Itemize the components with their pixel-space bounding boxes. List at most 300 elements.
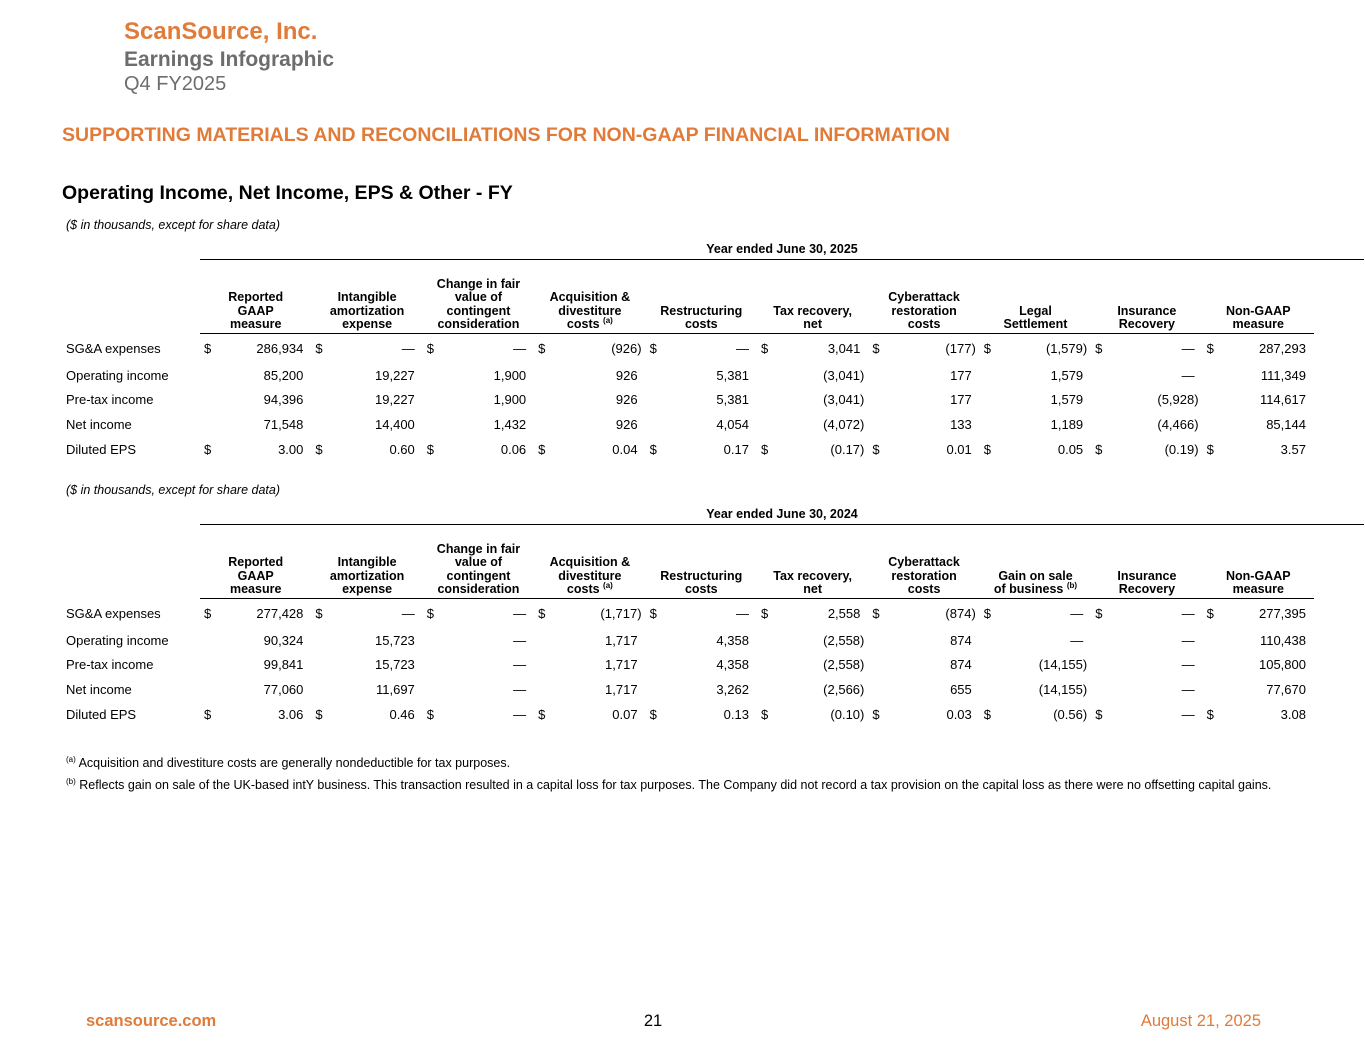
column-header-line: Non-GAAP	[1225, 303, 1291, 318]
currency-symbol	[534, 677, 556, 702]
value-cell	[1113, 677, 1202, 702]
currency-symbol	[868, 363, 890, 388]
currency-symbol: $	[760, 605, 769, 621]
currency-symbol: $	[204, 605, 212, 621]
company-name: ScanSource, Inc.	[124, 18, 318, 45]
value-text: (2,566)	[823, 681, 865, 697]
column-header-line: costs	[684, 582, 718, 596]
value-text: 1,579	[1050, 392, 1084, 408]
currency-symbol: $	[1095, 441, 1103, 457]
value-cell	[1002, 677, 1091, 702]
currency-symbol: $	[315, 605, 323, 621]
currency-symbol	[200, 412, 222, 437]
value-text: 114,617	[1259, 392, 1306, 408]
column-header-line: Acquisition &	[549, 555, 631, 569]
value-cell	[556, 653, 645, 678]
value-text: 1,579	[1050, 367, 1084, 383]
currency-symbol: $	[983, 605, 992, 621]
period-header: Year ended June 30, 2024	[200, 507, 1364, 525]
value-cell	[779, 702, 868, 727]
value-cell	[556, 388, 645, 413]
value-text: 14,400	[375, 416, 415, 432]
column-header-line: Gain on sale	[998, 568, 1073, 583]
units-note: ($ in thousands, except for share data)	[66, 218, 281, 232]
value-text: 277,395	[1258, 605, 1306, 621]
value-cell	[556, 628, 645, 653]
currency-symbol	[200, 628, 222, 653]
currency-symbol	[868, 388, 890, 413]
value-text: (177)	[945, 340, 976, 356]
currency-symbol: $	[426, 441, 435, 457]
currency-symbol: $	[649, 340, 657, 356]
currency-symbol: $	[538, 706, 546, 722]
currency-symbol	[757, 363, 779, 388]
column-header	[868, 529, 979, 598]
column-header	[757, 529, 868, 598]
value-cell	[668, 598, 757, 628]
value-text: 4,358	[716, 657, 749, 673]
value-text: 15,723	[375, 657, 415, 673]
column-header-line: Intangible	[337, 290, 397, 304]
value-cell	[445, 363, 534, 388]
currency-symbol	[980, 628, 1002, 653]
currency-symbol	[646, 628, 668, 653]
value-text: 105,800	[1258, 657, 1306, 673]
column-header	[200, 529, 311, 598]
currency-symbol	[311, 628, 333, 653]
value-cell	[1113, 437, 1202, 462]
table-title: Operating Income, Net Income, EPS & Other - FY	[62, 182, 513, 204]
footnote-ref: (b)	[1066, 580, 1078, 590]
value-text: (4,072)	[823, 416, 865, 432]
column-header	[646, 529, 757, 598]
value-text: 90,324	[263, 632, 304, 648]
footer-website-link[interactable]: scansource.com	[86, 1012, 217, 1030]
value-cell	[556, 702, 645, 727]
value-cell	[1002, 333, 1091, 363]
value-text: (2,558)	[823, 657, 865, 673]
value-cell	[890, 628, 979, 653]
value-cell	[1002, 653, 1091, 678]
currency-symbol	[1203, 653, 1225, 678]
row-label: Diluted EPS	[66, 706, 137, 722]
column-header-line: value of	[454, 555, 503, 569]
currency-symbol	[311, 412, 333, 437]
value-cell	[668, 702, 757, 727]
value-cell	[445, 598, 534, 628]
currency-symbol	[200, 677, 222, 702]
page-number: 21	[643, 1012, 663, 1030]
value-cell	[1113, 653, 1202, 678]
column-header-line: Settlement	[1003, 317, 1068, 331]
value-cell	[668, 437, 757, 462]
value-cell	[1225, 598, 1314, 628]
column-header-line: contingent	[446, 568, 511, 583]
value-text: 0.06	[500, 441, 527, 457]
currency-symbol	[423, 628, 445, 653]
currency-symbol	[646, 388, 668, 413]
column-header-line: Restructuring	[660, 568, 743, 583]
value-text: (3,041)	[823, 392, 865, 408]
column-header	[423, 264, 534, 333]
row-label: Net income	[66, 681, 132, 697]
value-text: —	[401, 605, 415, 621]
value-text: —	[1181, 605, 1195, 621]
column-header-line: restoration	[891, 568, 957, 583]
value-cell	[890, 363, 979, 388]
column-header-line: Insurance	[1117, 303, 1177, 318]
currency-symbol	[980, 677, 1002, 702]
value-cell	[445, 702, 534, 727]
value-cell	[445, 388, 534, 413]
currency-symbol: $	[1206, 605, 1214, 621]
currency-symbol: $	[204, 340, 212, 356]
column-header-line: divestiture	[558, 303, 622, 318]
footnote-mark: (a)	[66, 754, 76, 764]
currency-symbol: $	[760, 706, 769, 722]
column-header-line: Recovery	[1118, 317, 1176, 331]
value-text: 77,670	[1266, 681, 1306, 697]
currency-symbol	[200, 388, 222, 413]
column-header-line: divestiture	[558, 568, 622, 583]
currency-symbol	[311, 677, 333, 702]
value-text: 3.08	[1280, 706, 1306, 722]
value-text: 2,558	[827, 605, 861, 621]
value-cell	[668, 333, 757, 363]
row-label: Operating income	[66, 367, 169, 383]
currency-symbol: $	[649, 605, 657, 621]
currency-symbol	[757, 677, 779, 702]
footer-date: August 21, 2025	[1140, 1012, 1261, 1030]
currency-symbol	[1203, 363, 1225, 388]
currency-symbol	[534, 628, 556, 653]
value-text: (4,466)	[1157, 416, 1199, 432]
value-cell	[333, 702, 422, 727]
currency-symbol	[311, 363, 333, 388]
currency-symbol: $	[1206, 340, 1214, 356]
table-row	[62, 677, 1314, 702]
value-text: —	[1181, 367, 1195, 383]
row-label-header	[62, 264, 200, 333]
value-cell	[333, 333, 422, 363]
column-header-line: net	[803, 582, 823, 596]
column-header-line: restoration	[891, 303, 957, 318]
currency-symbol	[1203, 388, 1225, 413]
value-cell	[1002, 412, 1091, 437]
currency-symbol: $	[1206, 706, 1214, 722]
column-header-line: expense	[342, 317, 393, 331]
value-text: —	[1181, 340, 1195, 356]
value-text: (3,041)	[823, 367, 865, 383]
currency-symbol	[1091, 653, 1113, 678]
currency-symbol	[868, 412, 890, 437]
column-header	[1203, 529, 1314, 598]
value-text: 85,200	[263, 367, 304, 383]
currency-symbol: $	[426, 706, 435, 722]
value-cell	[222, 437, 311, 462]
value-text: —	[513, 681, 527, 697]
currency-symbol	[423, 677, 445, 702]
value-text: 15,723	[375, 632, 415, 648]
value-cell	[1225, 363, 1314, 388]
currency-symbol	[868, 653, 890, 678]
value-cell	[668, 412, 757, 437]
value-cell	[222, 333, 311, 363]
value-cell	[1225, 437, 1314, 462]
value-text: 111,349	[1260, 367, 1306, 383]
table-row	[62, 702, 1314, 727]
value-cell	[556, 437, 645, 462]
column-header-line: measure	[229, 582, 282, 596]
value-cell	[556, 412, 645, 437]
value-text: 5,381	[716, 392, 749, 408]
currency-symbol	[1203, 628, 1225, 653]
value-text: (0.19)	[1164, 441, 1199, 457]
column-header-line: contingent	[446, 303, 511, 318]
value-text: 85,144	[1266, 416, 1306, 432]
currency-symbol: $	[315, 441, 323, 457]
value-cell	[1002, 388, 1091, 413]
value-cell	[222, 628, 311, 653]
value-text: 0.01	[946, 441, 972, 457]
value-text: 0.60	[389, 441, 415, 457]
table-row	[62, 628, 1314, 653]
currency-symbol	[868, 677, 890, 702]
value-cell	[445, 437, 534, 462]
value-cell	[668, 653, 757, 678]
value-cell	[1002, 702, 1091, 727]
column-header-line: net	[803, 317, 823, 331]
value-text: (0.56)	[1053, 706, 1088, 722]
value-text: (874)	[945, 605, 976, 621]
column-header-line: Insurance	[1117, 568, 1177, 583]
section-title: SUPPORTING MATERIALS AND RECONCILIATIONS FOR NON-GAAP FINANCIAL INFORMATION	[62, 124, 950, 146]
currency-symbol	[980, 388, 1002, 413]
table-row	[62, 598, 1314, 628]
column-header-line: Intangible	[337, 555, 397, 569]
value-text: (1,717)	[600, 605, 642, 621]
value-text: —	[735, 605, 749, 621]
column-header-line: Recovery	[1118, 582, 1176, 596]
value-text: —	[513, 657, 527, 673]
currency-symbol	[534, 363, 556, 388]
value-text: —	[1181, 657, 1195, 673]
value-cell	[1225, 388, 1314, 413]
value-text: 0.03	[946, 706, 972, 722]
value-cell	[1113, 628, 1202, 653]
value-text: (14,155)	[1038, 657, 1088, 673]
value-text: 926	[615, 392, 638, 408]
value-text: 133	[950, 416, 972, 432]
value-cell	[779, 677, 868, 702]
value-text: 1,900	[493, 367, 527, 383]
currency-symbol	[757, 653, 779, 678]
column-header	[757, 264, 868, 333]
value-text: (2,558)	[823, 632, 865, 648]
value-cell	[445, 412, 534, 437]
column-header-line: Reported	[228, 290, 284, 304]
currency-symbol: $	[538, 605, 546, 621]
value-text: 1,717	[605, 681, 638, 697]
currency-symbol	[646, 677, 668, 702]
currency-symbol	[311, 388, 333, 413]
value-cell	[445, 677, 534, 702]
value-text: 3.57	[1280, 441, 1306, 457]
currency-symbol	[423, 363, 445, 388]
column-header-line: consideration	[437, 317, 520, 331]
value-text: 4,054	[716, 416, 749, 432]
currency-symbol	[1203, 677, 1225, 702]
value-cell	[668, 677, 757, 702]
currency-symbol: $	[983, 706, 992, 722]
currency-symbol	[534, 653, 556, 678]
value-text: 874	[950, 632, 972, 648]
value-text: 0.05	[1057, 441, 1084, 457]
column-header-line: amortization	[329, 568, 405, 583]
column-header	[534, 529, 645, 598]
value-cell	[890, 598, 979, 628]
value-cell	[890, 437, 979, 462]
value-text: 0.17	[723, 441, 749, 457]
table-row	[62, 363, 1314, 388]
value-text: —	[401, 340, 415, 356]
fy2024-reconciliation	[62, 483, 1306, 722]
value-text: —	[1070, 605, 1084, 621]
value-cell	[1002, 598, 1091, 628]
currency-symbol: $	[1095, 340, 1103, 356]
column-header-line: costs	[907, 317, 941, 331]
footnote-a	[66, 756, 1298, 771]
value-text: —	[513, 632, 527, 648]
value-cell	[333, 628, 422, 653]
currency-symbol: $	[426, 340, 435, 356]
value-text: 77,060	[263, 681, 304, 697]
currency-symbol: $	[649, 441, 657, 457]
column-header	[1091, 264, 1202, 333]
column-header-line: Cyberattack	[888, 290, 960, 304]
column-header-line: measure	[1232, 317, 1284, 331]
currency-symbol	[423, 412, 445, 437]
currency-symbol	[311, 653, 333, 678]
value-text: 3,262	[716, 681, 749, 697]
value-text: 926	[615, 416, 638, 432]
value-cell	[1225, 412, 1314, 437]
currency-symbol: $	[872, 340, 880, 356]
column-header	[1203, 264, 1314, 333]
column-header-line: GAAP	[237, 303, 274, 318]
period-header: Year ended June 30, 2025	[200, 242, 1364, 260]
value-text: 110,438	[1259, 632, 1306, 648]
value-cell	[222, 363, 311, 388]
value-cell	[890, 677, 979, 702]
value-text: 277,428	[256, 605, 304, 621]
value-cell	[222, 702, 311, 727]
value-text: —	[513, 340, 527, 356]
value-cell	[779, 628, 868, 653]
value-cell	[1113, 388, 1202, 413]
value-text: 99,841	[263, 657, 304, 673]
currency-symbol	[980, 412, 1002, 437]
report-quarter: Q4 FY2025	[124, 73, 227, 95]
value-cell	[556, 598, 645, 628]
value-cell	[779, 388, 868, 413]
value-text: 0.07	[612, 706, 638, 722]
value-text: 1,432	[493, 416, 527, 432]
currency-symbol: $	[1206, 441, 1214, 457]
value-text: 71,548	[263, 416, 304, 432]
column-header-line: consideration	[437, 582, 520, 596]
currency-symbol	[534, 412, 556, 437]
column-header-line: Cyberattack	[888, 555, 960, 569]
row-label: SG&A expenses	[66, 605, 161, 621]
currency-symbol	[646, 412, 668, 437]
value-text: 287,293	[1258, 340, 1306, 356]
column-header-line: Legal	[1019, 303, 1052, 318]
value-text: —	[735, 340, 749, 356]
column-header	[646, 264, 757, 333]
column-header-line: costs	[566, 317, 600, 331]
value-text: 177	[950, 367, 972, 383]
value-text: 0.04	[612, 441, 638, 457]
column-header	[534, 264, 645, 333]
column-header	[980, 529, 1091, 598]
value-text: 5,381	[716, 367, 749, 383]
currency-symbol	[1091, 677, 1113, 702]
currency-symbol: $	[538, 441, 546, 457]
value-cell	[1225, 653, 1314, 678]
value-text: (1,579)	[1045, 340, 1088, 356]
value-text: 177	[950, 392, 972, 408]
value-cell	[668, 388, 757, 413]
value-text: (926)	[611, 340, 642, 356]
column-header	[311, 529, 422, 598]
value-cell	[222, 388, 311, 413]
currency-symbol	[423, 388, 445, 413]
row-label: Diluted EPS	[66, 441, 137, 457]
value-cell	[1002, 437, 1091, 462]
value-text: 11,697	[375, 681, 415, 697]
column-header	[311, 264, 422, 333]
currency-symbol: $	[872, 605, 880, 621]
column-header-line: Tax recovery,	[773, 303, 853, 318]
value-cell	[890, 412, 979, 437]
table-row	[62, 653, 1314, 678]
value-text: —	[1070, 632, 1084, 648]
value-cell	[333, 653, 422, 678]
currency-symbol	[423, 653, 445, 678]
fy2025-reconciliation	[62, 218, 1306, 457]
value-text: 1,717	[605, 632, 638, 648]
value-cell	[333, 598, 422, 628]
column-header-line: costs	[907, 582, 941, 596]
row-label: Pre-tax income	[66, 657, 154, 673]
column-header-line: Change in fair	[436, 541, 521, 556]
value-text: 19,227	[375, 367, 415, 383]
value-cell	[333, 437, 422, 462]
column-header-line: GAAP	[237, 568, 274, 583]
currency-symbol	[757, 388, 779, 413]
column-header-line: expense	[342, 582, 393, 596]
column-header-line: Change in fair	[436, 276, 521, 291]
currency-symbol	[1091, 412, 1113, 437]
footnote-ref: (a)	[603, 315, 613, 325]
value-text: 1,900	[493, 392, 527, 408]
currency-symbol	[200, 653, 222, 678]
value-cell	[890, 702, 979, 727]
value-cell	[445, 333, 534, 363]
column-header-row	[62, 529, 1314, 598]
column-header	[1091, 529, 1202, 598]
